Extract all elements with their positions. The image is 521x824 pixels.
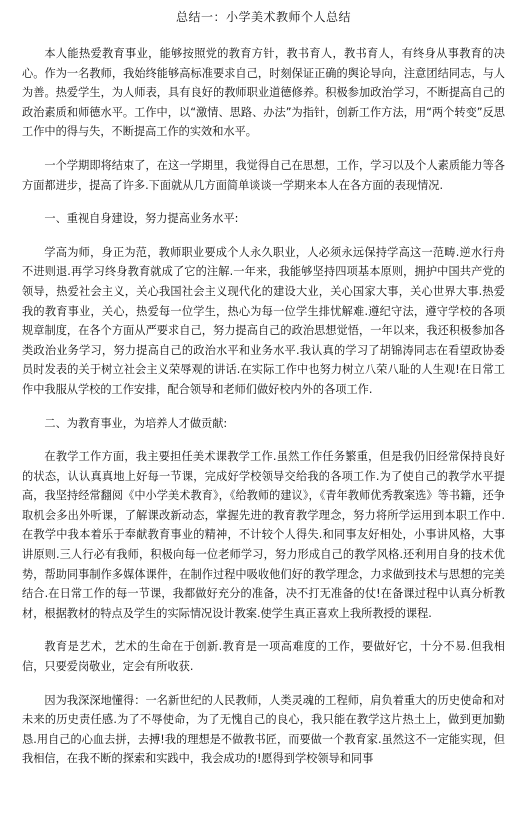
section-body-education: 在教学工作方面，我主要担任美术课教学工作.虽然工作任务繁重，但是我仍旧经常保持良好的状态，认认真真地上好每一节课，完成好学校领导交给我的各项工作.为了使自己的教学水平提高，我坚持经常翻阅《中小学美术教育》，《给教师的建议》，《青年教师优秀教案选》等书籍，还争取机会多出外听课，了解课改新动态，掌握先进的教育教学理念，努力将所学运用到本职工作中.在教学中我本着乐于奉献教育事业的精神，不计较个人得失.和同事友好相处，小事讲风格，大事讲原则.三人行必有我师，积极向每一位老师学习，努力形成自己的教学风格.还利用自身的技术优势，帮助同事制作多媒体课件，在制作过程中吸收他们好的教学理念，力求做到技术与思想的完美结合.在日常工作的每一节课，我都做好充分的准备，决不打无准备的仗!在备课过程中认真分析教材，根据教材的特点及学生的实际情况设计教案.使学生真正喜欢上我所教授的课程. [22,450,505,620]
semester-paragraph: 一个学期即将结束了，在这一学期里，我觉得自己在思想，工作，学习以及个人素质能力等各方面都进步，提高了许多.下面就从几方面简单谈谈一学期来本人在各方面的表现情况. [22,158,505,192]
section-heading-education: 二、为教育事业，为培养人才做贡献: [44,416,228,430]
document-title: 总结一：小学美术教师个人总结 [175,10,351,24]
art-paragraph: 教育是艺术，艺术的生命在于创新.教育是一项高难度的工作，要做好它，十分不易.但我相信，只要爱岗敬业，定会有所收获. [22,640,505,674]
mission-paragraph: 因为我深深地懂得：一名新世纪的人民教师，人类灵魂的工程师，肩负着重大的历史使命和对未来的历史责任感.为了不辱使命，为了无愧自己的良心，我只能在教学这片热土上，做到更加勤恳.用自己的心血去拼，去搏!我的理想是不做教书匠，而要做一个教育家.虽然这不一定能实现，但我相信，在我不断的探索和实践中，我会成功的!愿得到学校领导和同事 [22,693,505,766]
section-heading-professional: 一、重视自身建设，努力提高业务水平: [44,212,239,226]
section-body-professional: 学高为师，身正为范，教师职业要成个人永久职业，人必须永远保持学高这一范畴.逆水行舟不进则退.再学习终身教育就成了它的注解.一年来，我能够坚持四项基本原则，拥护中国共产党的领导，热爱社会主义，关心我国社会主义现代化的建设大业，关心国家大事，关心世界大事.热爱我的教育事业，关心，热爱每一位学生，热心为每一位学生排忧解难.遵纪守法，遵守学校的各项规章制度，在各个方面从严要求自己，努力提高自己的政治思想觉悟，一年以来，我还积极参加各类政治业务学习，努力提高自己的政治水平和业务水平.我认真的学习了胡锦涛同志在看望政协委员时发表的关于树立社会主义荣辱观的讲话.在实际工作中也努力树立八荣八耻的人生观!在日常工作中我服从学校的工作安排，配合领导和老师们做好校内外的各项工作. [22,245,505,396]
intro-paragraph: 本人能热爱教育事业，能够按照党的教育方针，教书育人，教书育人，有终身从事教育的决心。作为一名教师，我始终能够高标准要求自己，时刻保证正确的舆论导向，注意团结同志，与人为善。热爱学生，为人师表，具有良好的教师职业道德修养。积极参加政治学习，不断提高自己的政治素质和师德水平。工作中，以“激情、思路、办法”为指针，创新工作方法，用“两个转变”反思工作中的得与失，不断提高工作的实效和水平。 [22,47,505,139]
